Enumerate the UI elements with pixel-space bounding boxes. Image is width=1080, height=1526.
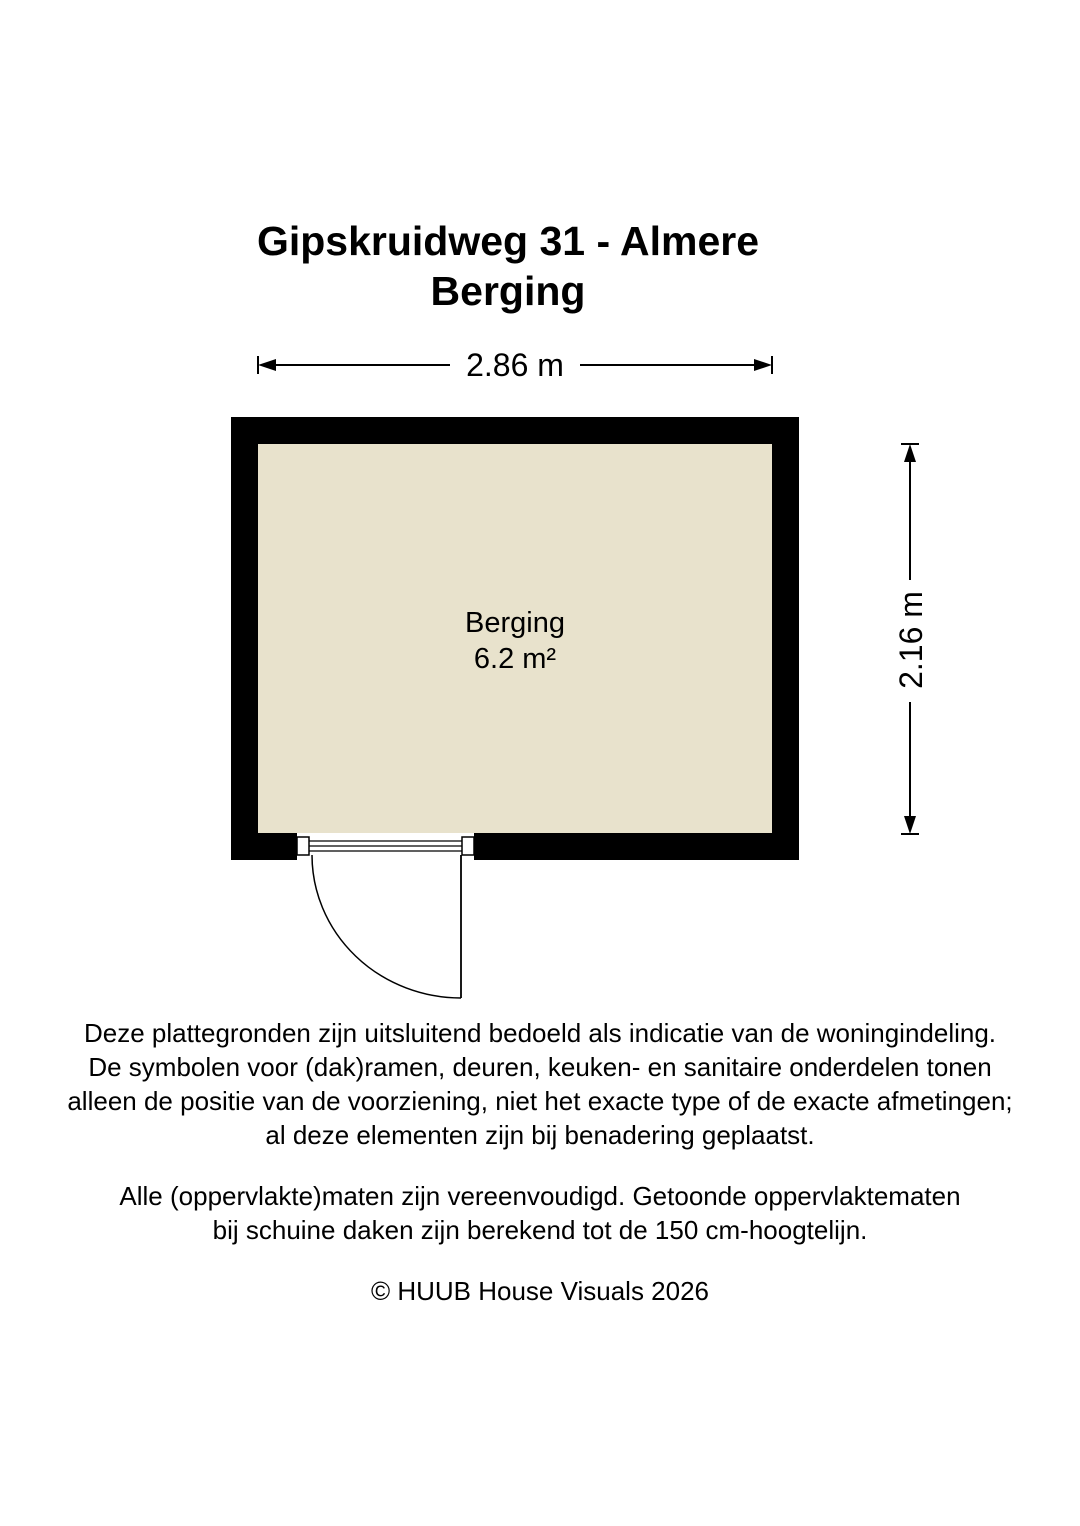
width-arrow-left-icon <box>258 359 276 371</box>
height-arrow-bottom-icon <box>904 816 916 834</box>
room-name: Berging <box>465 607 565 639</box>
door-frame-right <box>462 837 474 855</box>
disclaimer-line: Deze plattegronden zijn uitsluitend bedoeld als indicatie van de woningindeling. <box>83 1018 997 1048</box>
width-label: 2.86 m <box>466 347 564 383</box>
floor-subtitle: Berging <box>430 268 586 314</box>
disclaimer <box>0 1016 1080 1335</box>
disclaimer-line: De symbolen voor (dak)ramen, deuren, keuken- en sanitaire onderdelen tonen <box>88 1052 992 1082</box>
disclaimer-paragraph-1 <box>0 1016 1080 1152</box>
disclaimer-line: al deze elementen zijn bij benadering geplaatst. <box>265 1120 815 1150</box>
room-area: 6.2 m² <box>473 643 557 675</box>
width-arrow-right-icon <box>754 359 772 371</box>
disclaimer-line: alleen de positie van de voorziening, niet het exacte type of de exacte afmetingen; <box>67 1086 1013 1116</box>
height-dimension <box>893 444 929 834</box>
disclaimer-line: bij schuine daken zijn berekend tot de 150 cm-hoogtelijn. <box>212 1215 868 1245</box>
height-label: 2.16 m <box>893 591 929 689</box>
disclaimer-paragraph-2 <box>0 1179 1080 1247</box>
height-arrow-top-icon <box>904 444 916 462</box>
width-dimension <box>258 347 772 383</box>
disclaimer-line: Alle (oppervlakte)maten zijn vereenvoudigd. Getoonde oppervlaktematen <box>119 1181 961 1211</box>
room-berging <box>231 417 799 998</box>
door-swing-arc-icon <box>312 855 461 998</box>
door-frame-left <box>297 837 309 855</box>
copyright: © HUUB House Visuals 2026 <box>370 1276 710 1306</box>
address-title: Gipskruidweg 31 - Almere <box>256 218 760 264</box>
